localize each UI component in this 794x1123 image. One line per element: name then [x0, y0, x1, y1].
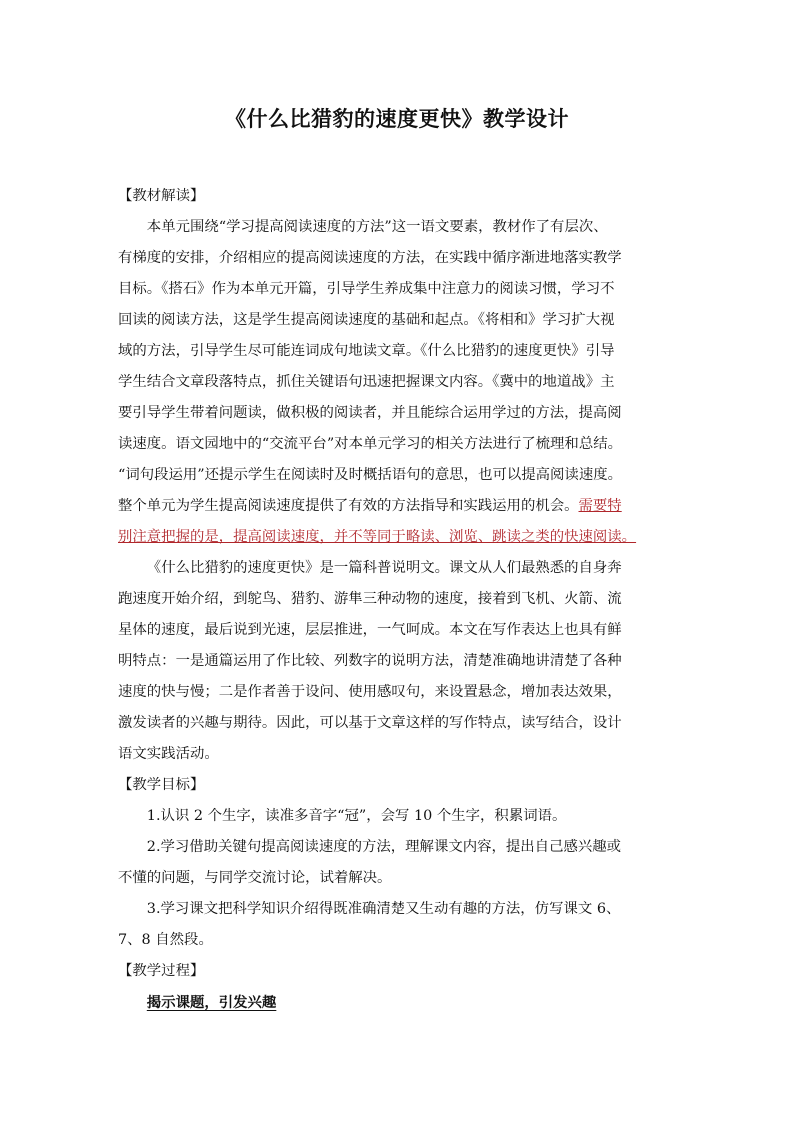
goal-item-3 [118, 894, 684, 956]
page-title: 《什么比猎豹的速度更快》教学设计 [225, 106, 569, 131]
text-line: 语文实践活动。 [118, 746, 219, 762]
text-line: 本单元围绕“学习提高阅读速度的方法”这一语文要素，教材作了有层次、 [146, 219, 608, 235]
text-line: 3.学习课文把科学知识介绍得既准确清楚又生动有趣的方法，仿写课文 6、 [146, 901, 621, 917]
text-line: 目标。《搭石》作为本单元开篇，引导学生养成集中注意力的阅读习惯，学习不 [118, 281, 615, 297]
paragraph-material-1 [118, 212, 684, 553]
text-line: 2.学习借助关键句提高阅读速度的方法，理解课文内容，提出自己感兴趣或 [146, 839, 622, 855]
paragraph-material-2 [118, 553, 684, 770]
text-line [118, 491, 684, 522]
text-line: 《什么比猎豹的速度更快》是一篇科普说明文。课文从人们最熟悉的自身奔 [146, 560, 622, 576]
section-heading-material: 【教材解读】 [118, 188, 205, 204]
text-line: 回读的阅读方法，这是学生提高阅读速度的基础和起点。《将相和》学习扩大视 [118, 312, 615, 328]
highlighted-note: 别注意把握的是，提高阅读速度，并不等同于略读、浏览、跳读之类的快速阅读。 [118, 529, 637, 545]
text-line: 跑速度开始介绍，到鸵鸟、猎豹、游隼三种动物的速度，接着到飞机、火箭、流 [118, 591, 622, 607]
text-line: 明特点：一是通篇运用了作比较、列数字的说明方法，清楚准确地讲清楚了各种 [118, 653, 622, 669]
text-line: 有梯度的安排，介绍相应的提高阅读速度的方法，在实践中循序渐进地落实教学 [118, 250, 622, 266]
goal-item-2 [118, 832, 684, 894]
text-line: 7、8 自然段。 [118, 932, 213, 948]
text-line: 速度的快与慢；二是作者善于设问、使用感叹句，来设置悬念，增加表达效果， [118, 684, 622, 700]
highlighted-note: 需要特 [578, 498, 622, 514]
section-heading-goals: 【教学目标】 [118, 777, 205, 793]
text-line: 要引导学生带着问题读，做积极的阅读者，并且能综合运用学过的方法，提高阅 [118, 405, 622, 421]
text-line: 不懂的问题，与同学交流讨论，试着解决。 [118, 870, 392, 886]
goal-item-1: 1.认识 2 个生字，读准多音字“冠”，会写 10 个生字，积累词语。 [146, 808, 567, 824]
document-body [118, 181, 684, 1018]
text-line: 激发读者的兴趣与期待。因此，可以基于文章这样的写作特点，读写结合，设计 [118, 715, 622, 731]
process-step-heading: 揭示课题，引发兴趣 [146, 994, 277, 1011]
text-line: 星体的速度，最后说到光速，层层推进，一气呵成。本文在写作表达上也具有鲜 [118, 622, 622, 638]
text-line: 域的方法，引导学生尽可能连词成句地读文章。《什么比猎豹的速度更快》引导 [118, 343, 615, 359]
text-line: 读速度。语文园地中的“交流平台”对本单元学习的相关方法进行了梳理和总结。 [118, 436, 622, 452]
text-line: “词句段运用”还提示学生在阅读时及时概括语句的意思，也可以提高阅读速度。 [118, 467, 622, 483]
section-heading-process: 【教学过程】 [118, 963, 205, 979]
text-line: 学生结合文章段落特点，抓住关键语句迅速把握课文内容。《冀中的地道战》主 [118, 374, 615, 390]
text-plain: 整个单元为学生提高阅读速度提供了有效的方法指导和实践运用的机会。 [118, 498, 579, 514]
